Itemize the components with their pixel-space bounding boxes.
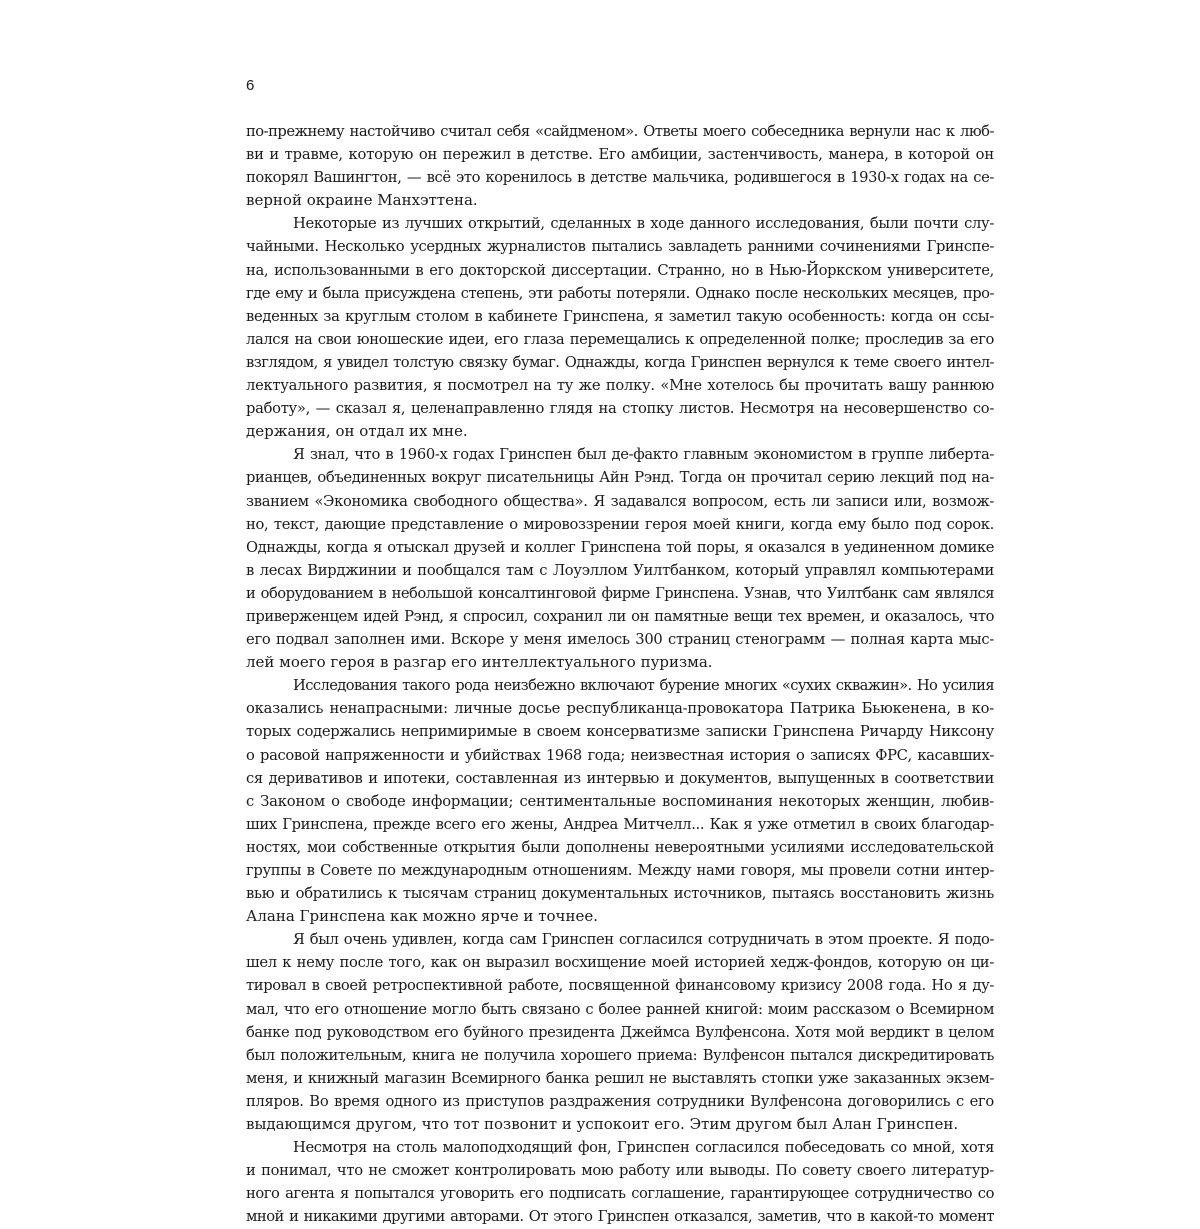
text-line: Алана Гринспена как можно ярче и точнее. bbox=[246, 907, 598, 926]
body-text bbox=[246, 120, 994, 1229]
text-line: ного агента я попытался уговорить его подписать соглашение, гарантирующее сотрудничество со bbox=[246, 1185, 994, 1203]
text-line: чайными. Несколько усердных журналистов пытались завладеть ранними сочинениями Гринспе- bbox=[246, 238, 994, 256]
text-line: ших Гринспена, прежде всего его жены, Андреа Митчелл... Как я уже отметил в своих благодар- bbox=[246, 815, 994, 833]
text-line: группы в Совете по международным отношениям. Между нами говоря, мы провели сотни интер- bbox=[246, 862, 994, 879]
text-line: и оборудованием в небольшой консалтинговой фирме Гринспена. Узнав, что Уилтбанк сам являлся bbox=[246, 584, 994, 602]
text-line: торых содержались непримиримые в своем консерватизме записки Гринспена Ричарду Никсону bbox=[246, 723, 994, 741]
text-line: в лесах Вирджинии и пообщался там с Лоуэллом Уилтбанком, который управлял компьютерами bbox=[246, 561, 994, 579]
text-line: лей моего героя в разгар его интеллектуального пуризма. bbox=[246, 653, 713, 672]
text-line: шел к нему после того, как он выразил восхищение моей историей хедж-фондов, которую он ци- bbox=[246, 954, 994, 972]
text-line: был положительным, книга не получила хорошего приема: Вулфенсон пытался дискредитировать bbox=[246, 1046, 994, 1064]
paragraph-first-line: Я знал, что в 1960-х годах Гринспен был де-факто главным экономистом в группе либерта- bbox=[293, 446, 994, 464]
text-line: его подвал заполнен ими. Вскоре у меня имелось 300 страниц стенограмм — полная карта мыс- bbox=[246, 631, 994, 649]
text-line: но, текст, дающие представление о мировоззрении героя моей книги, когда ему было под сорок. bbox=[246, 515, 994, 533]
paragraph-first-line: Я был очень удивлен, когда сам Гринспен согласился сотрудничать в этом проекте. Я подо- bbox=[293, 931, 994, 949]
text-line: оказались ненапрасными: личные досье республиканца-провокатора Патрика Бьюкенена, в ко- bbox=[246, 700, 994, 718]
text-line: веденных за круглым столом в кабинете Гринспена, я заметил такую особенность: когда он ссы- bbox=[246, 307, 994, 325]
text-line: держания, он отдал их мне. bbox=[246, 422, 468, 441]
text-line: вью и обратились к тысячам страниц документальных источников, пытаясь восстановить жизнь bbox=[246, 885, 994, 903]
paragraph-first-line: Исследования такого рода неизбежно включают бурение многих «сухих скважин». Но усилия bbox=[293, 677, 994, 695]
text-line: рианцев, объединенных вокруг писательницы Айн Рэнд. Тогда он прочитал серию лекций под на- bbox=[246, 469, 994, 487]
text-line: на, использованными в его докторской диссертации. Странно, но в Нью-Йоркском университете, bbox=[246, 261, 994, 279]
text-line: ся деривативов и ипотеки, составленная из интервью и документов, выпущенных в соответствии bbox=[246, 769, 994, 787]
text-line: взглядом, я увидел толстую связку бумаг. Однажды, когда Гринспен вернулся к теме своего интел- bbox=[246, 353, 994, 371]
text-line: работу», — сказал я, целенаправленно глядя на стопку листов. Несмотря на несовершенство со- bbox=[246, 400, 994, 418]
text-line: ви и травме, которую он пережил в детстве. Его амбиции, застенчивость, манера, в которой он bbox=[246, 146, 994, 164]
text-line: лался на свои юношеские идеи, его глаза перемещались к определенной полке; проследив за его bbox=[246, 330, 994, 348]
text-line: о расовой напряженности и убийствах 1968 года; неизвестная история о записях ФРС, касавших- bbox=[246, 746, 994, 764]
text-line: тировал в своей ретроспективной работе, посвященной финансовому кризису 2008 года. Но я ду- bbox=[246, 977, 994, 995]
paragraph-first-line: Некоторые из лучших открытий, сделанных в ходе данного исследования, были почти слу- bbox=[293, 215, 994, 233]
text-line: лектуального развития, я посмотрел на ту же полку. «Мне хотелось бы прочитать вашу раннюю bbox=[246, 377, 994, 395]
text-line: покорял Вашингтон, — всё это коренилось в детстве мальчика, родившегося в 1930-х годах на се- bbox=[246, 169, 994, 187]
text-line: ностях, мои собственные открытия были дополнены невероятными усилиями исследовательской bbox=[246, 838, 994, 856]
text-line: выдающимся другом, что тот позвонит и успокоит его. Этим другом был Алан Гринспен. bbox=[246, 1115, 959, 1134]
text-line: Однажды, когда я отыскал друзей и коллег Гринспена той поры, я оказался в уединенном домике bbox=[246, 538, 994, 556]
text-line: званием «Экономика свободного общества». Я задавался вопросом, есть ли записи или, возмож- bbox=[246, 492, 994, 510]
text-line: и понимал, что не сможет контролировать мою работу или выводы. По совету своего литератур- bbox=[246, 1162, 994, 1180]
paragraph-first-line: Несмотря на столь малоподходящий фон, Гринспен согласился побеседовать со мной, хотя bbox=[293, 1139, 994, 1157]
text-line: по-прежнему настойчиво считал себя «сайдменом». Ответы моего собеседника вернули нас к люб- bbox=[246, 123, 994, 140]
text-line: верной окраине Манхэттена. bbox=[246, 191, 478, 210]
text-line: мал, что его отношение могло быть связано с более ранней книгой: моим рассказом о Всемирном bbox=[246, 1000, 994, 1018]
text-line: с Законом о свободе информации; сентиментальные воспоминания некоторых женщин, любив- bbox=[246, 792, 994, 810]
text-line: приверженцем идей Рэнд, я спросил, сохранил ли он памятные вещи тех времен, и оказалось, что bbox=[246, 607, 994, 625]
text-line: меня, и книжный магазин Всемирного банка решил не выставлять стопки уже заказанных экзем- bbox=[246, 1069, 994, 1087]
text-line: банке под руководством его буйного президента Джеймса Вулфенсона. Хотя мой вердикт в целом bbox=[246, 1023, 994, 1041]
text-line: где ему и была присуждена степень, эти работы потеряли. Однако после нескольких месяцев, про- bbox=[246, 284, 994, 302]
page-number: 6 bbox=[246, 77, 255, 94]
text-line: пляров. Во время одного из приступов раздражения сотрудники Вулфенсона договорились с его bbox=[246, 1092, 994, 1110]
text-line: мной и никакими другими авторами. От этого Гринспен отказался, заметив, что в какой-то момент bbox=[246, 1208, 994, 1226]
